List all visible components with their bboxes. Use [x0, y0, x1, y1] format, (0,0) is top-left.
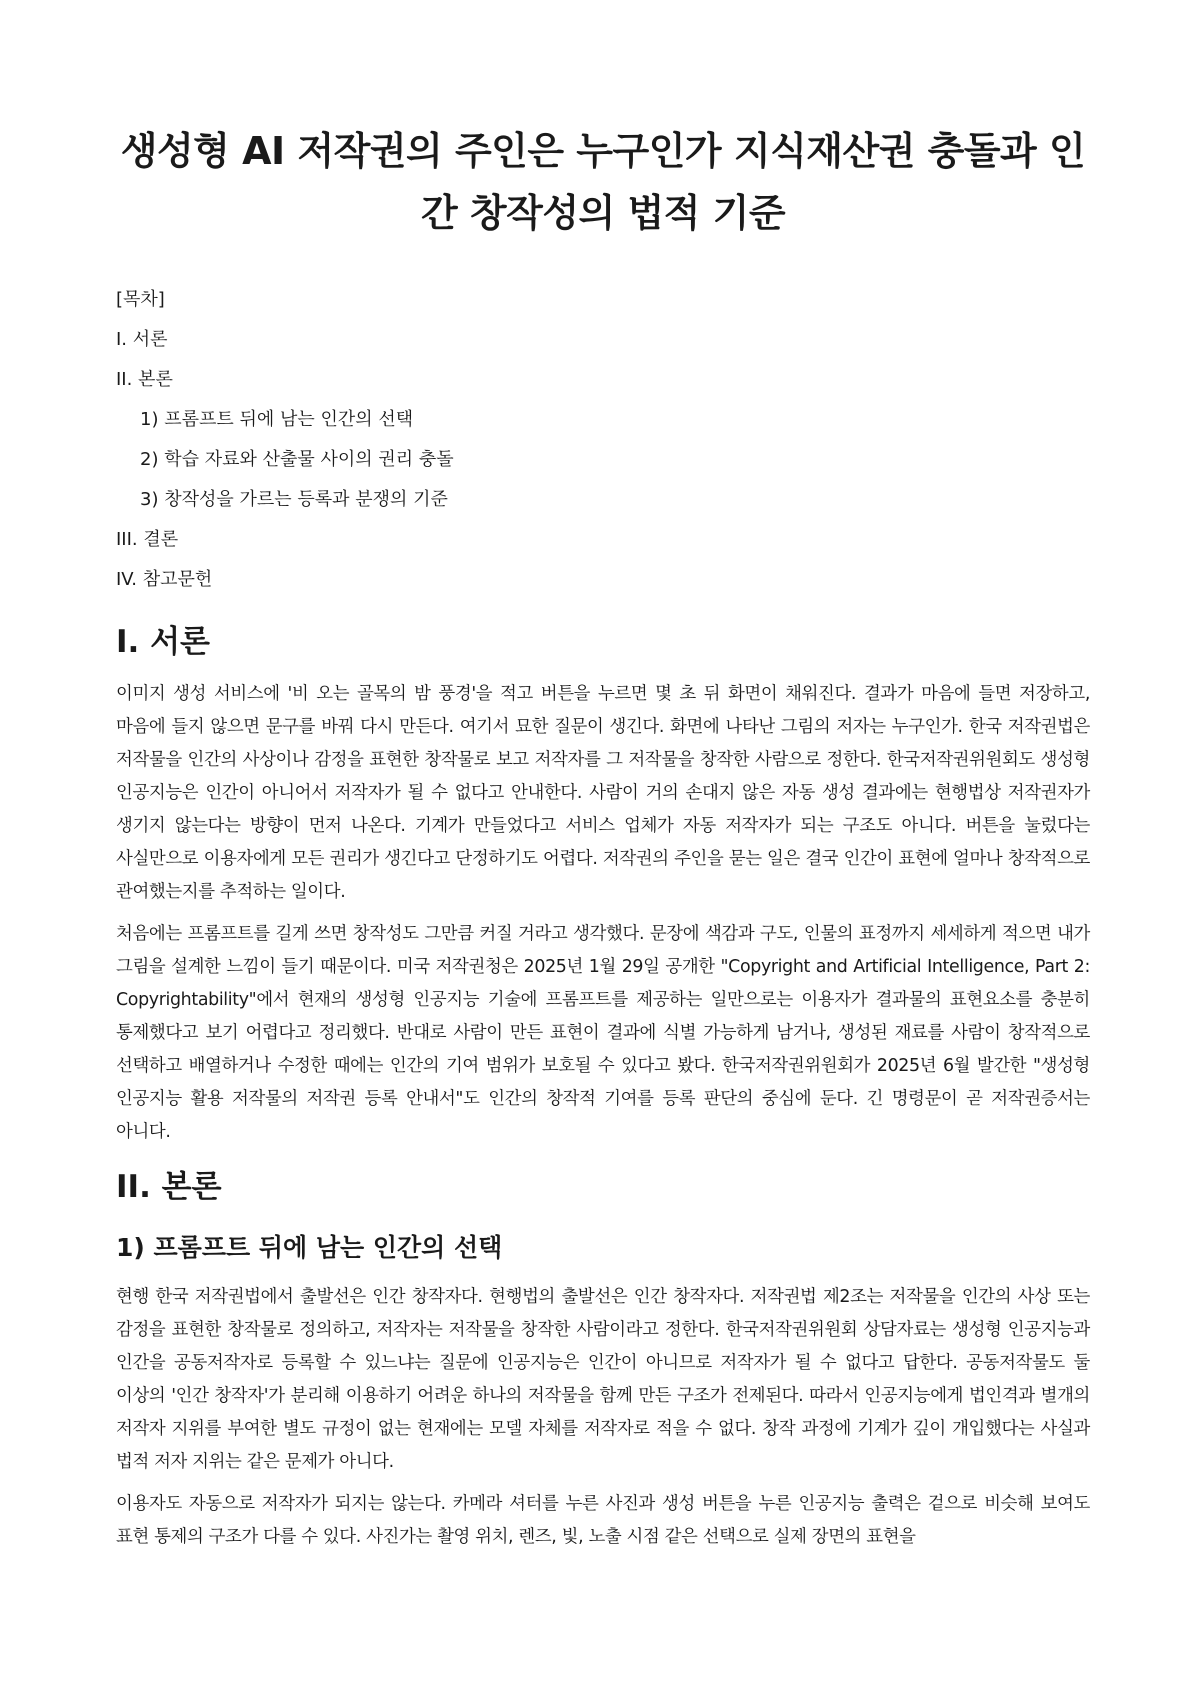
paragraph: 이미지 생성 서비스에 '비 오는 골목의 밤 풍경'을 적고 버튼을 누르면 몇 초 뒤 화면이 채워진다. 결과가 마음에 들면 저장하고, 마음에 들지 않으면 문구를 바꿔 다시 만든다. 여기서 묘한 질문이 생긴다. 화면에 나타난 그림의 저자는 누구인가. 한국 저작권법은 저작물을 인간의 사상이나 감정을 표현한 창작물로 보고 저작자를 그 저작물을 창작한 사람으로 정한다. 한국저작권위원회도 생성형 인공지능은 인간이 아니어서 저작자가 될 수 없다고 안내한다. 사람이 거의 손대지 않은 자동 생성 결과에는 현행법상 저작권자가 생기지 않는다는 방향이 먼저 나온다. 기계가 만들었다고 서비스 업체가 자동 저작자가 되는 구조도 아니다. 버튼을 눌렀다는 사실만으로 이용자에게 모든 권리가 생긴다고 단정하기도 어렵다. 저작권의 주인을 묻는 일은 결국 인간이 표현에 얼마나 창작적으로 관여했는지를 추적하는 일이다. — [116, 684, 1090, 902]
toc-subitem-3: 3) 창작성을 가르는 등록과 분쟁의 기준 — [140, 489, 448, 510]
toc-item-conclusion: III. 결론 — [116, 529, 179, 550]
toc-subitem-2: 2) 학습 자료와 산출물 사이의 권리 충돌 — [140, 449, 454, 470]
paragraph: 처음에는 프롬프트를 길게 쓰면 창작성도 그만큼 커질 거라고 생각했다. 문장에 색감과 구도, 인물의 표정까지 세세하게 적으면 내가 그림을 설계한 느낌이 들기 때문이다. 미국 저작권청은 2025년 1월 29일 공개한 "Copyright and Artificial Intelligence, Part 2: Copyrightability"에서 현재의 생성형 인공지능 기술에 프롬프트를 제공하는 일만으로는 이용자가 결과물의 표현요소를 충분히 통제했다고 보기 어렵다고 정리했다. 반대로 사람이 만든 표현이 결과에 식별 가능하게 남거나, 생성된 재료를 사람이 창작적으로 선택하고 배열하거나 수정한 때에는 인간의 기여 범위가 보호될 수 있다고 봤다. 한국저작권위원회가 2025년 6월 발간한 "생성형 인공지능 활용 저작물의 저작권 등록 안내서"도 인간의 창작적 기여를 등록 판단의 중심에 둔다. 긴 명령문이 곧 저작권증서는 아니다. — [116, 924, 1090, 1142]
table-of-contents — [116, 280, 1090, 600]
toc-heading: [목차] — [116, 289, 165, 310]
subsection-heading: 1) 프롬프트 뒤에 남는 인간의 선택 — [116, 1233, 503, 1262]
section-heading-introduction: I. 서론 — [116, 624, 210, 660]
toc-item-body: II. 본론 — [116, 369, 173, 390]
paragraph: 이용자도 자동으로 저작자가 되지는 않는다. 카메라 셔터를 누른 사진과 생성 버튼을 누른 인공지능 출력은 겉으로 비슷해 보여도 표현 통제의 구조가 다를 수 있다. 사진가는 촬영 위치, 렌즈, 빛, 노출 시점 같은 선택으로 실제 장면의 표현을 — [116, 1494, 1090, 1547]
toc-item-references: IV. 참고문헌 — [116, 569, 213, 590]
document-title: 생성형 AI 저작권의 주인은 누구인가 지식재산권 충돌과 인간 창작성의 법적 기준 — [120, 129, 1086, 235]
paragraph: 현행 한국 저작권법에서 출발선은 인간 창작자다. 현행법의 출발선은 인간 창작자다. 저작권법 제2조는 저작물을 인간의 사상 또는 감정을 표현한 창작물로 정의하고, 저작자는 저작물을 창작한 사람이라고 정한다. 한국저작권위원회 상담자료는 생성형 인공지능과 인간을 공동저작자로 등록할 수 있느냐는 질문에 인공지능은 인간이 아니므로 저작자가 될 수 없다고 답한다. 공동저작물도 둘 이상의 '인간 창작자'가 분리해 이용하기 어려운 하나의 저작물을 함께 만든 구조가 전제된다. 따라서 인공지능에게 법인격과 별개의 저작자 지위를 부여한 별도 규정이 없는 현재에는 모델 자체를 저작자로 적을 수 없다. 창작 과정에 기계가 깊이 개입했다는 사실과 법적 저자 지위는 같은 문제가 아니다. — [116, 1287, 1090, 1472]
toc-item-introduction: I. 서론 — [116, 329, 168, 350]
toc-subitem-1: 1) 프롬프트 뒤에 남는 인간의 선택 — [140, 409, 414, 430]
section-heading-body: II. 본론 — [116, 1169, 222, 1205]
